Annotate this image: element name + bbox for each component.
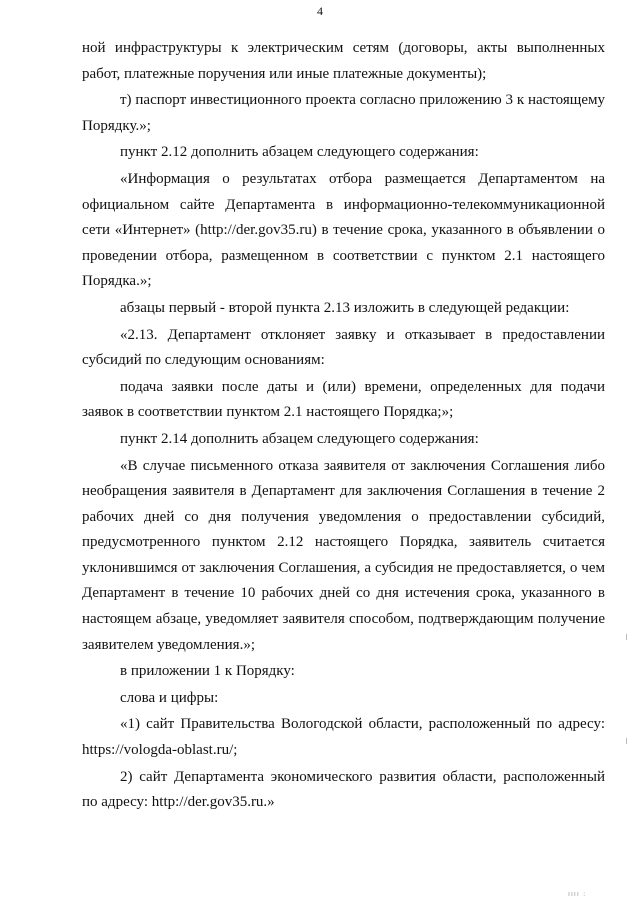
paragraph-point-2-12: пункт 2.12 дополнить абзацем следующего содержания:: [120, 144, 479, 161]
scan-edge-tick: [626, 738, 627, 744]
paragraph-quote-refusal: «В случае письменного отказа заявителя от заключения Соглашения либо необращения заявителя в Департамент для заключения Соглашения в течение 2 рабочих дней со дня получения уведомления о предоставлении субсидий, предусмотренного пунктом 2.12 настоящего Порядка, заявитель считается уклонившимся от заключения Соглашения, а субсидия не предоставляется, о чем Департамент в течение 10 рабочих дней со дня истечения срока, указанного в настоящем абзаце, уведомляет заявителя способом, подтверждающим получение заявителем уведомления.»;: [82, 457, 605, 653]
paragraph-continuation: ной инфраструктуры к электрическим сетям (договоры, акты выполненных работ, платежные поручения или иные платежные документы);: [82, 40, 605, 82]
paragraph-point-2-13: абзацы первый - второй пункта 2.13 изложить в следующей редакции:: [120, 299, 570, 316]
paragraph-quote-2-13: «2.13. Департамент отклоняет заявку и отказывает в предоставлении субсидий по следующим основаниям:: [82, 326, 605, 369]
paragraph-quote-results: «Информация о результатах отбора размещается Департаментом на официальном сайте Департамента в информационно-телекоммуникационной сети «Интернет» (http://der.gov35.ru) в течение срока, указанного в объявлении о проведении отбора, размещенном в соответствии с пунктом 2.1 настоящего Порядка.»;: [82, 170, 605, 290]
paragraph-site-government: «1) сайт Правительства Вологодской области, расположенный по адресу: https://vologda-oblast.ru/;: [82, 716, 605, 759]
paragraph-words-and-numbers: слова и цифры:: [120, 689, 219, 706]
paragraph-site-department: 2) сайт Департамента экономического развития области, расположенный по адресу: http://der.gov35.ru.»: [82, 768, 605, 811]
paragraph-application-deadline: подача заявки после даты и (или) времени, определенных для подачи заявок в соответствии пунктом 2.1 настоящего Порядка;»;: [82, 378, 605, 421]
paragraph-appendix-1: в приложении 1 к Порядку:: [120, 663, 295, 680]
page-number: 4: [317, 4, 323, 18]
scan-edge-tick: [626, 634, 627, 640]
scan-footer-mark: ıııı :: [568, 890, 587, 898]
paragraph-item-t: т) паспорт инвестиционного проекта согласно приложению 3 к настоящему Порядку.»;: [82, 92, 605, 134]
document-body: [82, 36, 605, 816]
paragraph-point-2-14: пункт 2.14 дополнить абзацем следующего содержания:: [120, 430, 479, 447]
